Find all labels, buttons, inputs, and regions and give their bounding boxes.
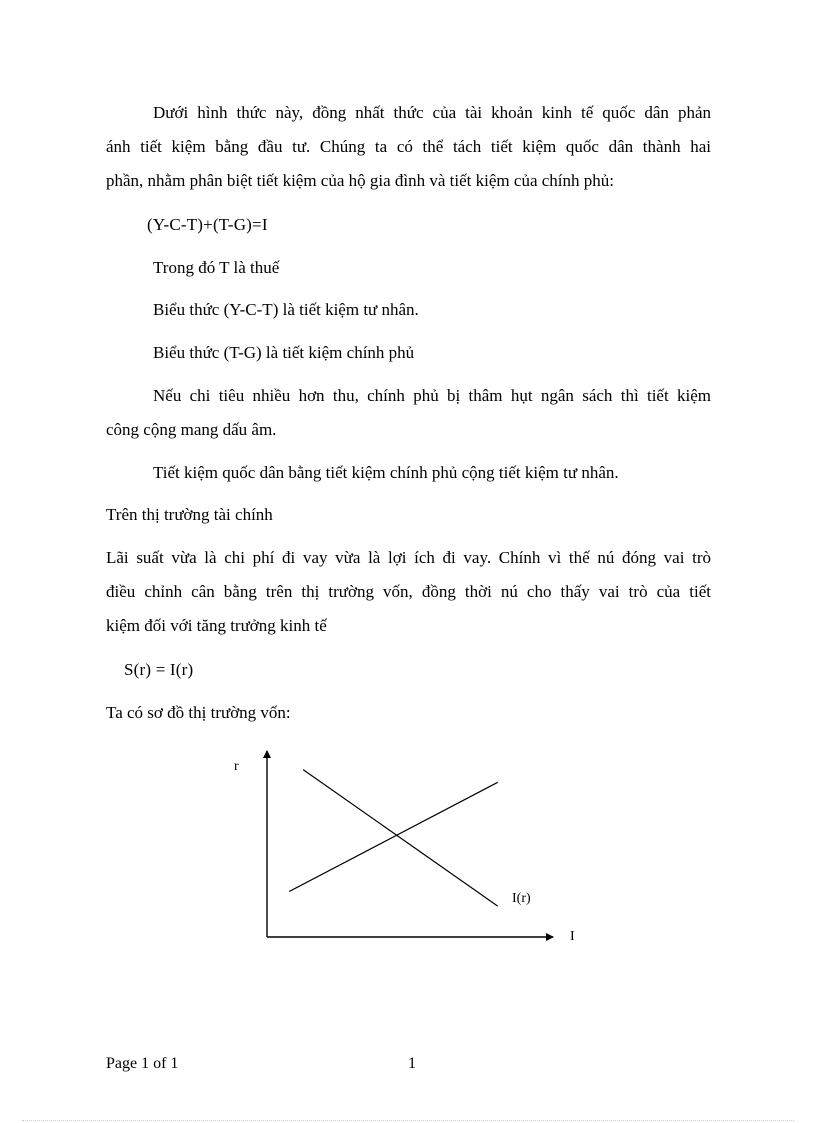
deficit-line1: Nếu chi tiêu nhiều hơn thu, chính phủ bị thâm hụt ngân sách thì tiết kiệm [153,386,711,405]
para1-line1: Dưới hình thức này, đồng nhất thức của tài khoản kinh tế quốc dân phản [153,103,711,122]
tax-note: Trong đó T là thuế [153,258,280,277]
interest-line3: kiệm đối với tăng trưởng kinh tế [106,616,327,635]
para1-line2: ánh tiết kiệm bằng đầu tư. Chúng ta có thể tách tiết kiệm quốc dân thành hai [106,137,711,156]
investment-curve-label: I(r) [512,891,531,906]
footer-page-of: Page 1 of 1 [106,1055,179,1072]
chart-canvas [225,745,585,950]
diagram-intro: Ta có sơ đồ thị trường vốn: [106,703,291,722]
section-heading: Trên thị trường tài chính [106,505,273,524]
series-line-i-r [303,770,498,907]
capital-market-diagram [225,745,585,950]
para1-line3: phần, nhằm phân biệt tiết kiệm của hộ gia đình và tiết kiệm của chính phủ: [106,171,614,190]
y-axis-label: r [234,759,239,774]
public-savings-line: Biểu thức (T-G) là tiết kiệm chính phủ [153,343,415,362]
deficit-line2: công cộng mang dấu âm. [106,420,277,439]
interest-line2: điều chỉnh cân bằng trên thị trường vốn, đồng thời nú cho thấy vai trò của tiết [106,582,711,601]
footer-page-number: 1 [408,1055,416,1072]
interest-line1: Lãi suất vừa là chi phí đi vay vừa là lợi ích đi vay. Chính vì thế nú đóng vai trò [106,548,711,567]
private-savings-line: Biểu thức (Y-C-T) là tiết kiệm tư nhân. [153,300,419,319]
series-line-s-r [289,782,498,891]
equilibrium-equation: S(r) = I(r) [124,660,194,679]
x-axis-label: I [570,929,575,944]
page-bottom-rule [22,1120,794,1121]
savings-equation: (Y-C-T)+(T-G)=I [147,215,268,234]
national-savings-line: Tiết kiệm quốc dân bằng tiết kiệm chính phủ cộng tiết kiệm tư nhân. [153,463,619,482]
